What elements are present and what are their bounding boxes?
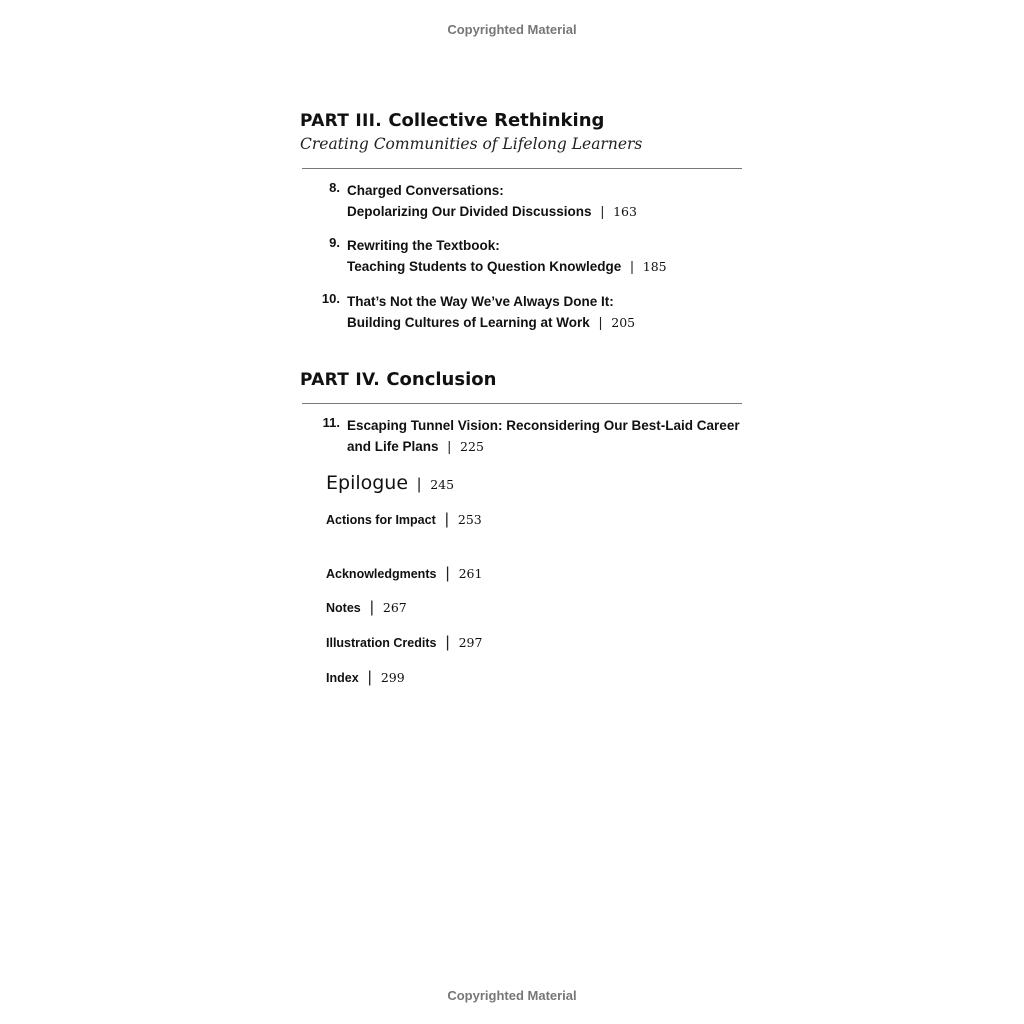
actions-label: Actions for Impact <box>326 513 436 527</box>
separator: | <box>447 439 452 454</box>
page-number: 297 <box>458 635 483 650</box>
illustration-credits-label: Illustration Credits <box>326 636 437 650</box>
chapter-number: 9. <box>329 235 340 250</box>
copyright-footer: Copyrighted Material <box>447 988 577 1003</box>
divider-part-three <box>302 168 742 169</box>
separator: | <box>417 476 422 493</box>
separator: | <box>600 204 605 219</box>
part-four-label: PART IV. <box>300 370 381 390</box>
epilogue-label: Epilogue <box>326 472 409 494</box>
divider-part-four <box>302 403 742 404</box>
chapter-title-line-2: Building Cultures of Learning at Work <box>347 315 590 330</box>
chapter-title-line-1: Rewriting the Textbook: <box>347 238 500 253</box>
part-three-subtitle: Creating Communities of Lifelong Learners <box>300 135 643 153</box>
part-three-label: PART III. <box>300 111 383 131</box>
chapter-title-line-1: Charged Conversations: <box>347 183 504 198</box>
notes-label: Notes <box>326 601 361 615</box>
page-number: 185 <box>642 259 667 274</box>
index-label: Index <box>326 671 359 685</box>
page-number: 299 <box>380 670 405 685</box>
part-four-heading <box>300 369 742 391</box>
separator: | <box>445 634 450 651</box>
separator: | <box>445 565 450 582</box>
separator: | <box>367 669 372 686</box>
separator: | <box>630 259 634 274</box>
page-number: 261 <box>458 566 483 581</box>
part-three-heading <box>300 110 742 153</box>
toc-entry-illustration-credits[interactable] <box>326 634 482 652</box>
chapter-number: 8. <box>329 180 340 195</box>
page-number: 267 <box>382 600 407 615</box>
part-three-name: Collective Rethinking <box>388 110 605 131</box>
part-four-title <box>300 369 742 391</box>
chapter-title-line-2: Teaching Students to Question Knowledge <box>347 259 622 274</box>
separator: | <box>598 315 603 330</box>
copyright-header: Copyrighted Material <box>447 22 577 37</box>
chapter-title-line-1: Escaping Tunnel Vision: Reconsidering Our Best-Laid Career <box>347 418 740 433</box>
page-number: 225 <box>460 439 484 454</box>
chapter-title-line-2: Depolarizing Our Divided Discussions <box>347 204 592 219</box>
part-four-name: Conclusion <box>386 369 497 390</box>
acknowledgments-label: Acknowledgments <box>326 567 437 581</box>
toc-entry-actions-for-impact[interactable] <box>326 511 482 529</box>
toc-entry-index[interactable] <box>326 669 405 687</box>
page-number: 253 <box>457 512 482 527</box>
chapter-number: 11. <box>322 415 340 430</box>
page-number: 163 <box>613 204 637 219</box>
toc-entry-notes[interactable] <box>326 599 407 617</box>
part-three-title <box>300 110 742 132</box>
toc-entry-epilogue[interactable] <box>326 472 454 494</box>
toc-entry-acknowledgments[interactable] <box>326 565 482 583</box>
separator: | <box>444 511 449 528</box>
chapter-title-line-1: That’s Not the Way We’ve Always Done It: <box>347 294 614 309</box>
chapter-title-line-2: and Life Plans <box>347 439 439 454</box>
chapter-number: 10. <box>321 291 340 306</box>
separator: | <box>369 599 374 616</box>
page-number: 245 <box>430 477 455 492</box>
page-number: 205 <box>611 315 636 330</box>
